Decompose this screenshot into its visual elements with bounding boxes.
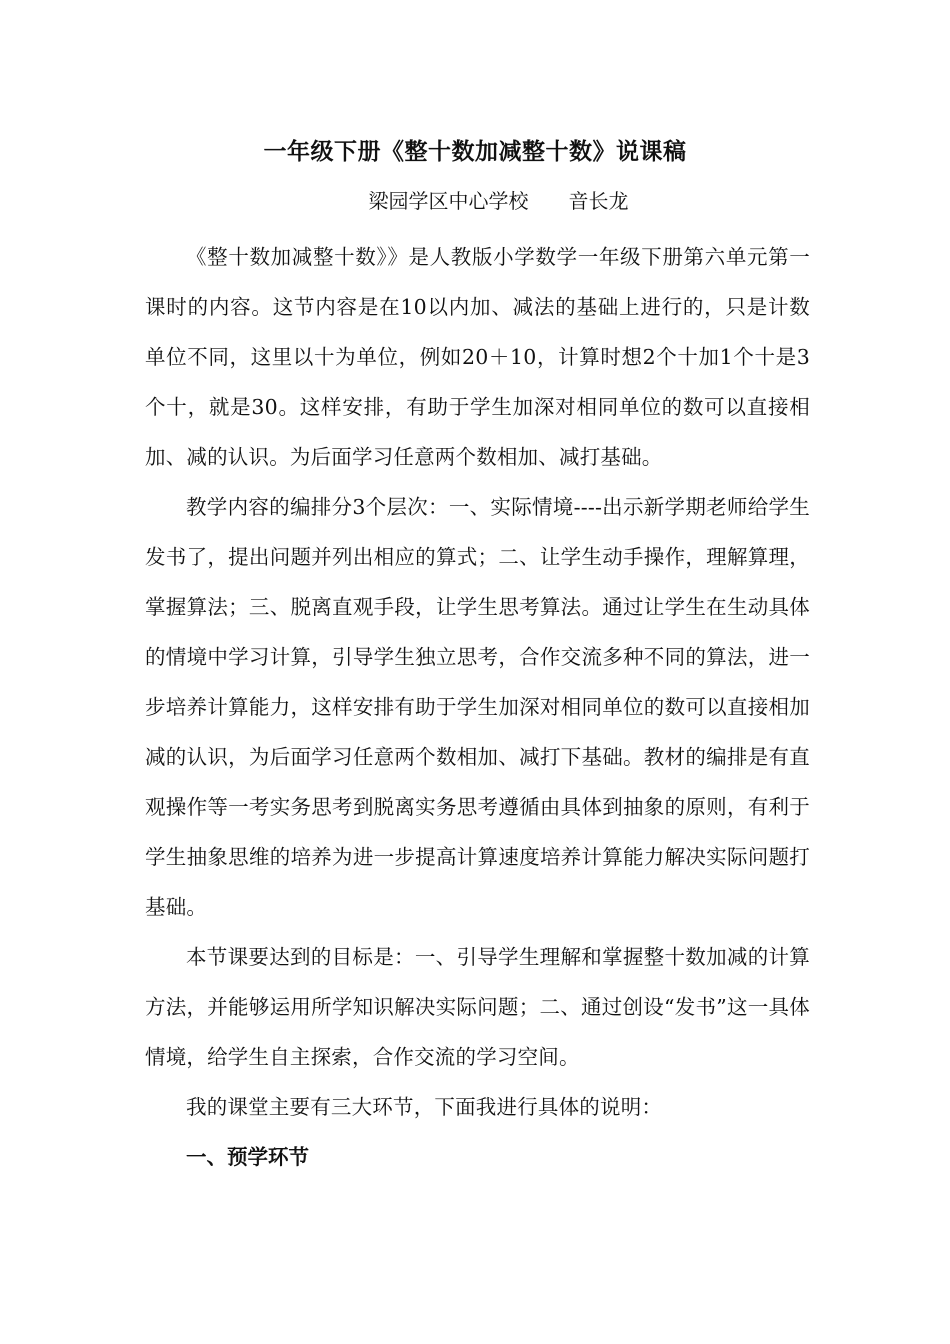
paragraph-introduction: 《整十数加减整十数》》是人教版小学数学一年级下册第六单元第一课时的内容。这节内容是在10以内加、减法的基础上进行的，只是计数单位不同，这里以十为单位，例如20＋10，计算时想2个十加1个十是3个十，就是30。这样安排，有助于学生加深对相同单位的数可以直接相加、减的认识。为后面学习任意两个数相加、减打基础。 [145,245,810,469]
document-title: 一年级下册《整十数加减整十数》说课稿 [263,138,687,165]
author-line [0,185,950,214]
document-body [145,232,810,1182]
author-name: 音长龙 [568,189,629,213]
school-name: 梁园学区中心学校 [368,189,529,213]
paragraph-lesson-overview: 我的课堂主要有三大环节，下面我进行具体的说明： [186,1095,663,1119]
paragraph-objectives: 本节课要达到的目标是：一、引导学生理解和掌握整十数加减的计算方法，并能够运用所学知识解决实际问题；二、通过创设“发书”这一具体情境，给学生自主探索，合作交流的学习空间。 [145,945,810,1069]
section-heading: 一、预学环节 [186,1145,309,1169]
paragraph-content-arrangement: 教学内容的编排分3个层次：一、实际情境----出示新学期老师给学生发书了，提出问题并列出相应的算式；二、让学生动手操作，理解算理，掌握算法；三、脱离直观手段，让学生思考算法。通过让学生在生动具体的情境中学习计算，引导学生独立思考，合作交流多种不同的算法，进一步培养计算能力，这样安排有助于学生加深对相同单位的数可以直接相加减的认识，为后面学习任意两个数相加、减打下基础。教材的编排是有直观操作等一考实务思考到脱离实务思考遵循由具体到抽象的原则，有利于学生抽象思维的培养为进一步提高计算速度培养计算能力解决实际问题打基础。 [145,495,810,919]
